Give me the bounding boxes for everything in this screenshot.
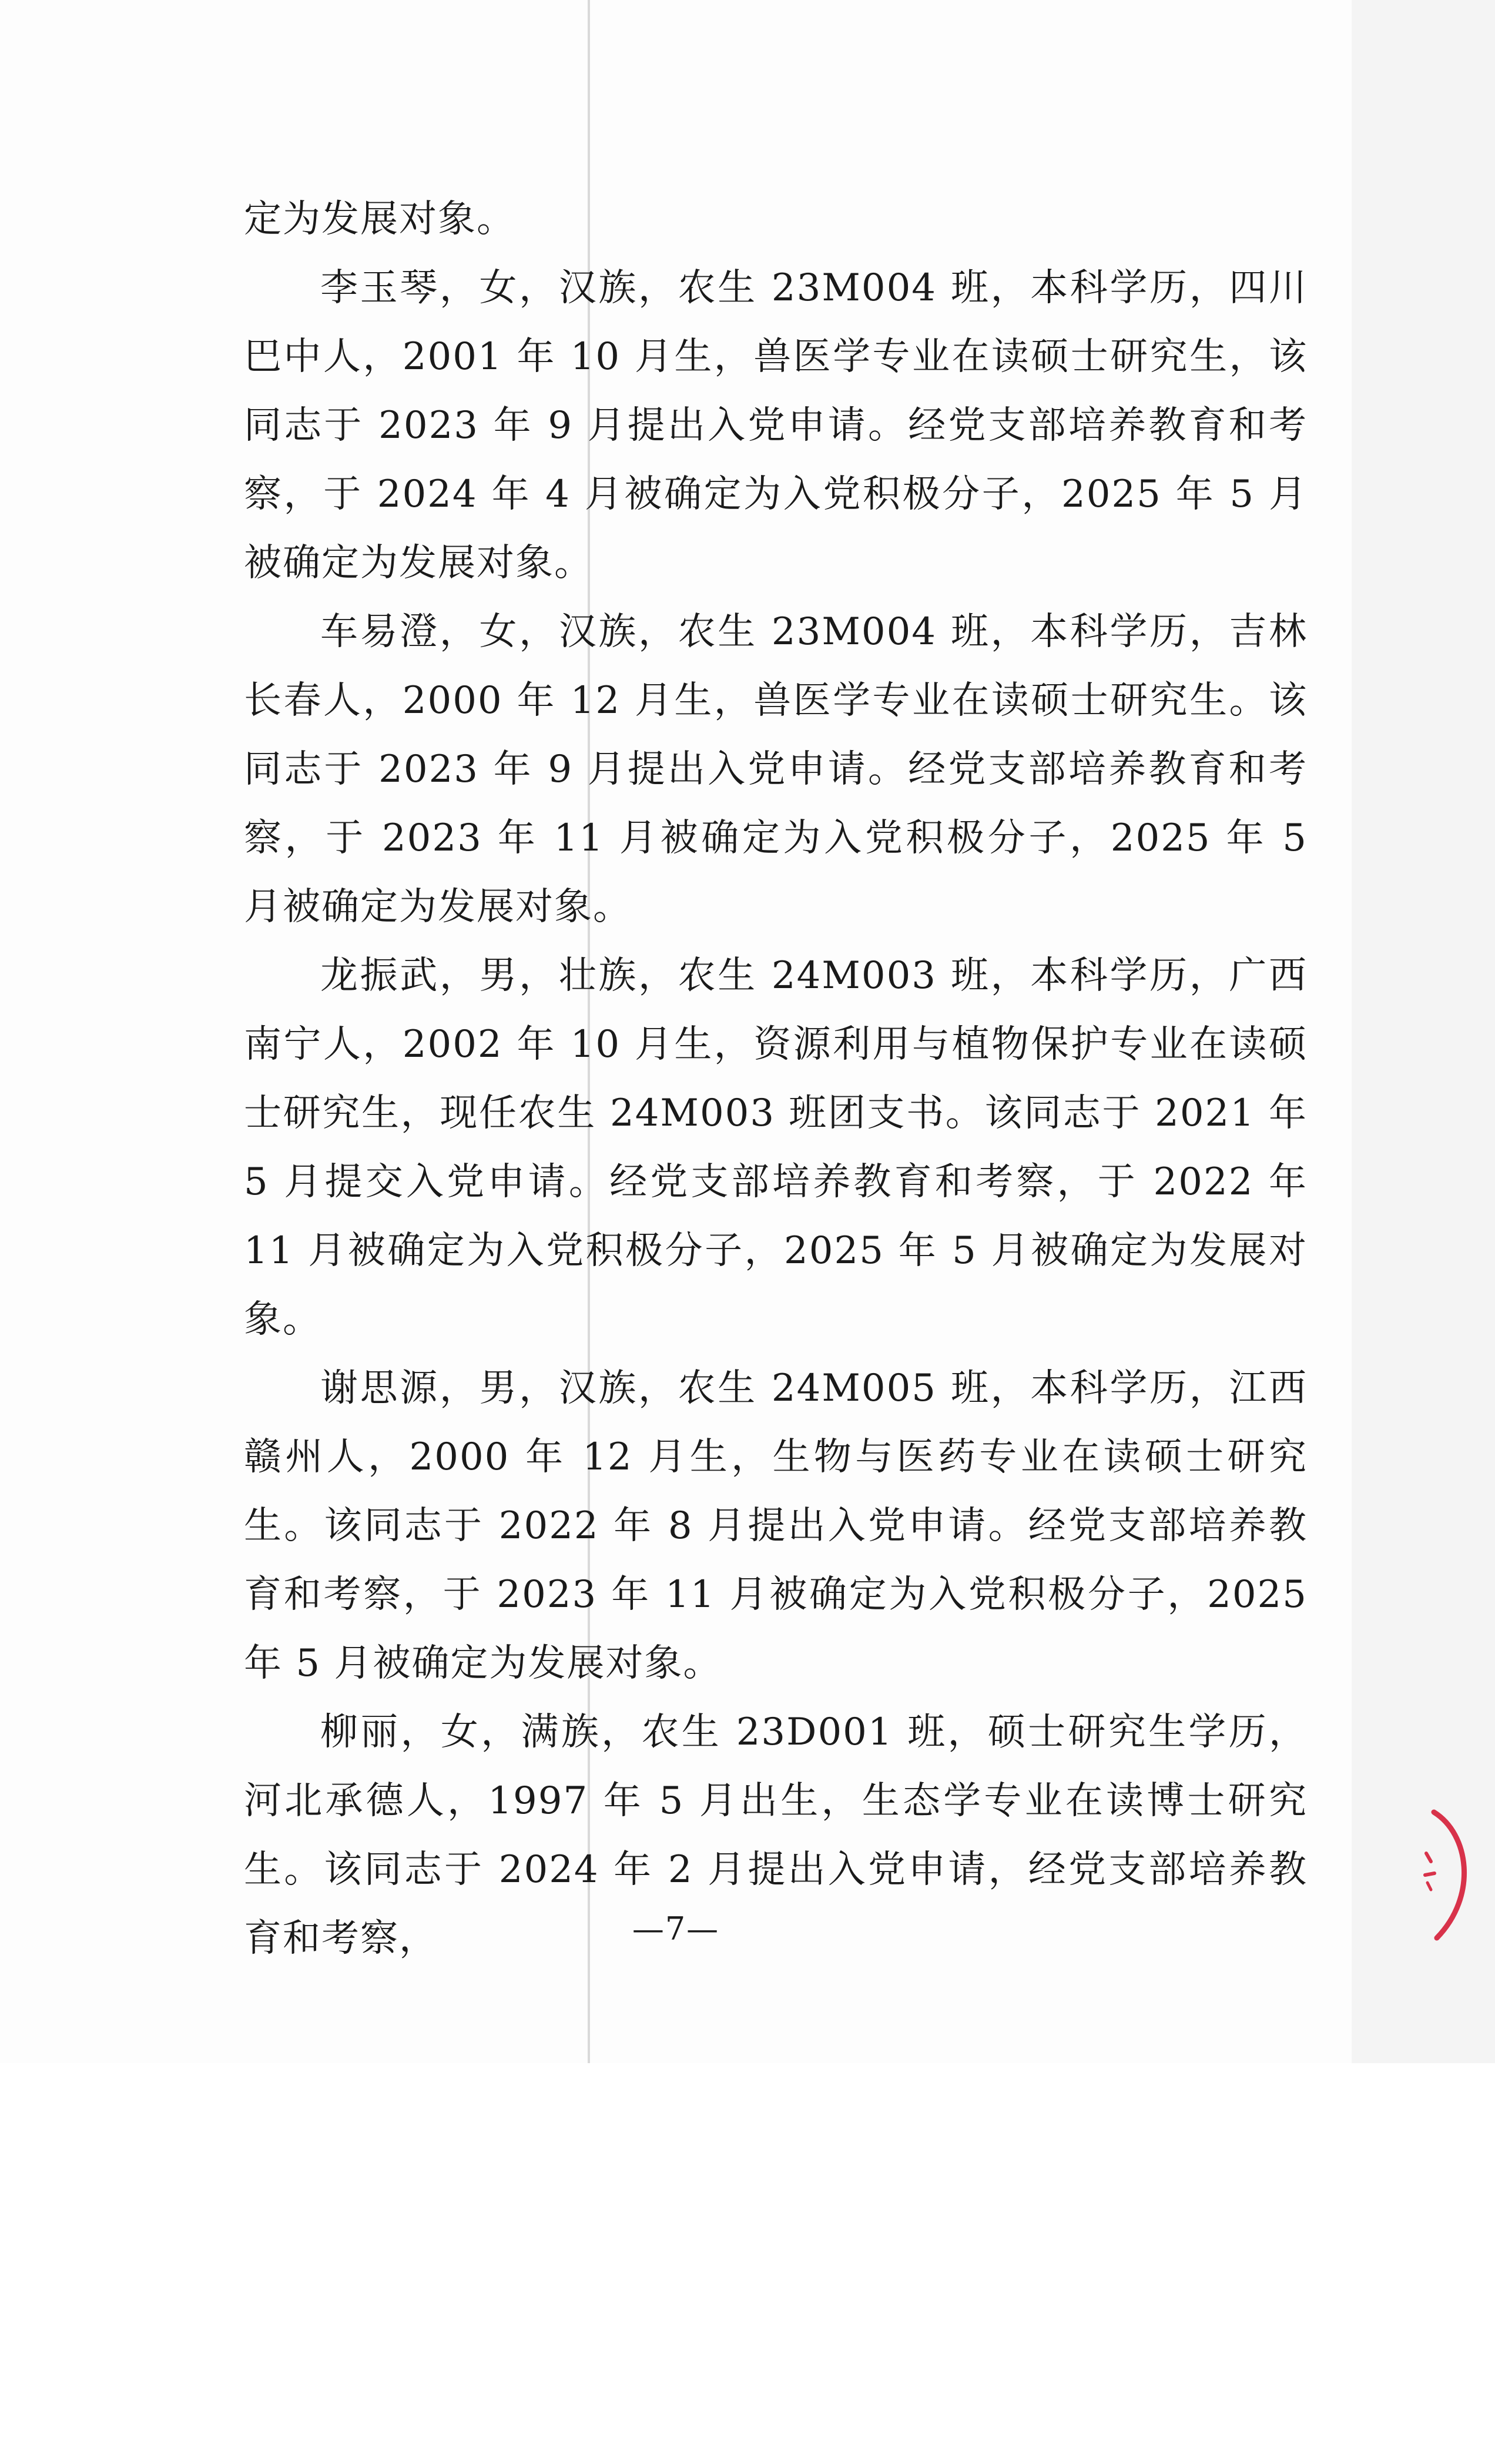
scan-margin-strip	[1352, 0, 1495, 2063]
paragraph-liu-li: 柳丽，女，满族，农生 23D001 班，硕士研究生学历，河北承德人，1997 年 5 月出生，生态学专业在读博士研究生。该同志于 2024 年 2 月提出入党申请，经党支部培养教育和考察，	[244, 1710, 1308, 1960]
paragraph-xie-siyuan: 谢思源，男，汉族，农生 24M005 班，本科学历，江西赣州人，2000 年 12 月生，生物与医药专业在读硕士研究生。该同志于 2022 年 8 月提出入党申请。经党支部培养教育和考察，于 2023 年 11 月被确定为入党积极分子，2025 年 5 月被确定为发展对象。	[244, 1367, 1308, 1685]
paragraph-che-yicheng: 车易澄，女，汉族，农生 23M004 班，本科学历，吉林长春人，2000 年 12 月生，兽医学专业在读硕士研究生。该同志于 2023 年 9 月提出入党申请。经党支部培养教育和考察，于 2023 年 11 月被确定为入党积极分子，2025 年 5 月被确定为发展对象。	[244, 610, 1308, 929]
document-body	[244, 185, 1308, 1973]
paragraph-continuation: 定为发展对象。	[244, 197, 515, 241]
paragraph-li-yuqin: 李玉琴，女，汉族，农生 23M004 班，本科学历，四川巴中人，2001 年 10 月生，兽医学专业在读硕士研究生，该同志于 2023 年 9 月提出入党申请。经党支部培养教育和考察，于 2024 年 4 月被确定为入党积极分子，2025 年 5 月被确定为发展对象。	[244, 266, 1308, 585]
red-seal-fragment-icon	[1413, 1807, 1484, 1943]
page-number: —7—	[632, 1910, 720, 1947]
paragraph-long-zhenwu: 龙振武，男，壮族，农生 24M003 班，本科学历，广西南宁人，2002 年 10 月生，资源利用与植物保护专业在读硕士研究生，现任农生 24M003 班团支书。该同志于 2021 年 5 月提交入党申请。经党支部培养教育和考察，于 2022 年 11 月被确定为入党积极分子，2025 年 5 月被确定为发展对象。	[244, 954, 1308, 1341]
